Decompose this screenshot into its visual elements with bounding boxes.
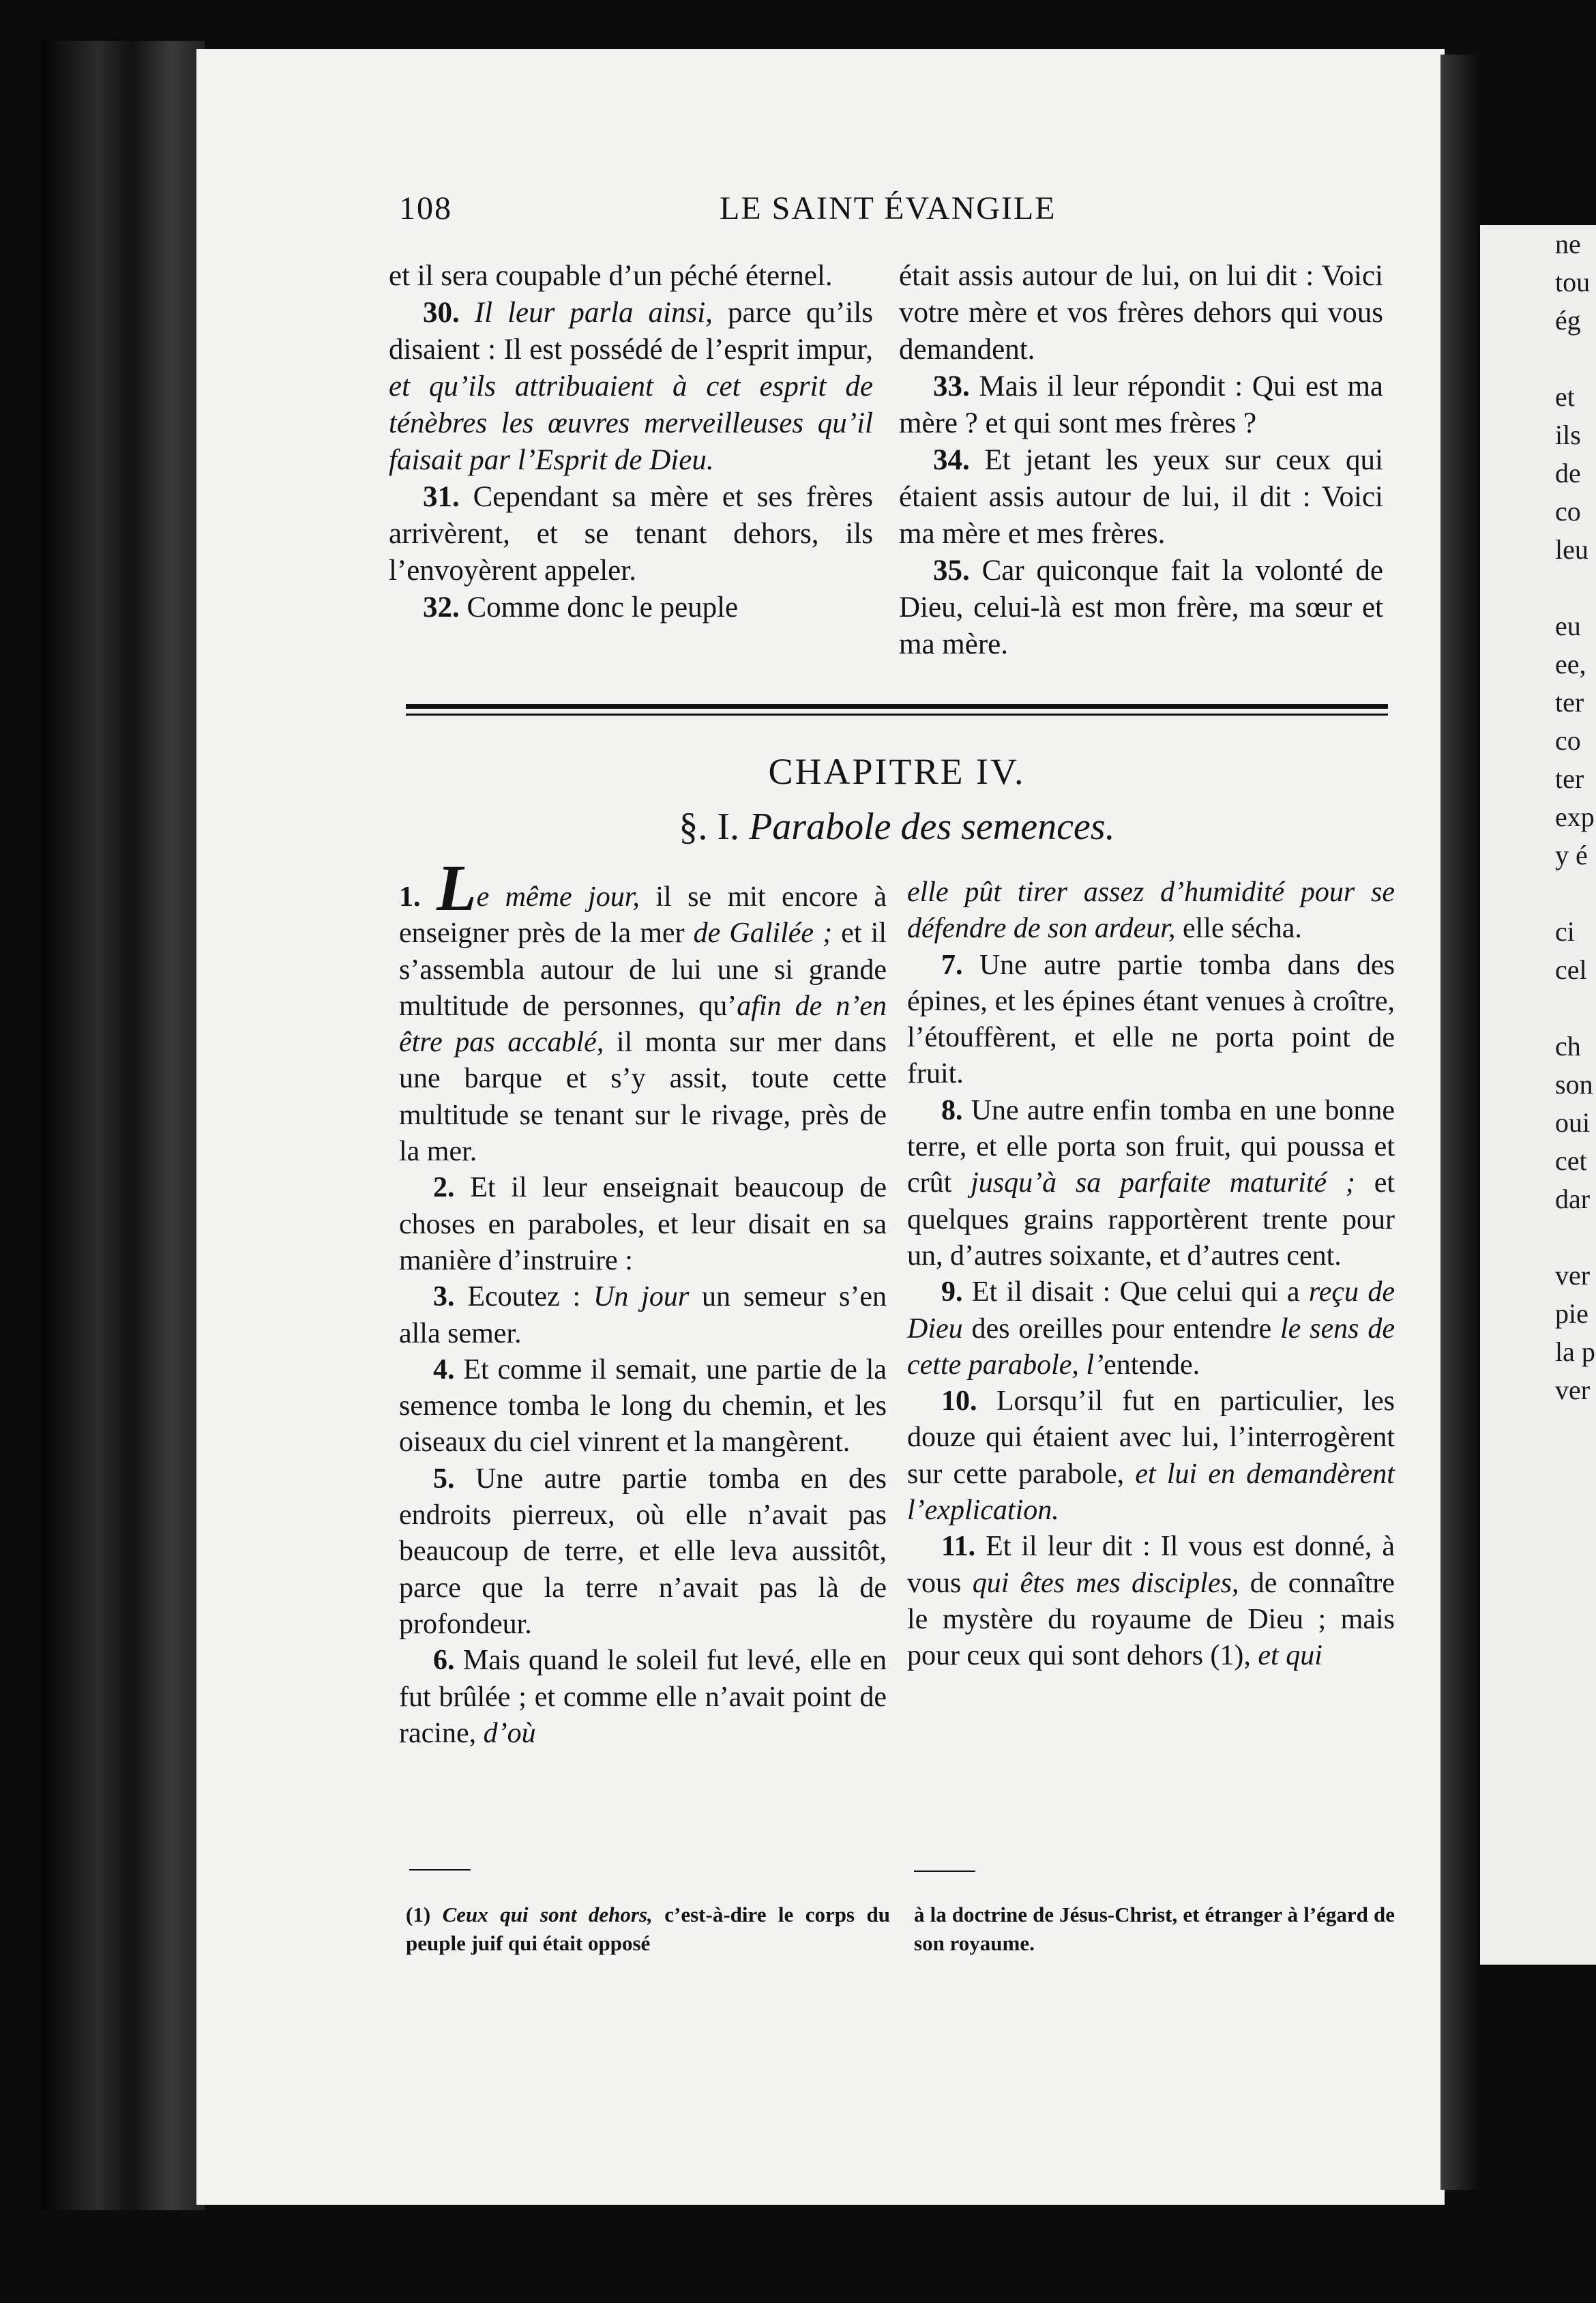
next-page-line: cel — [1555, 954, 1587, 985]
drop-cap: L — [436, 851, 477, 924]
verse-31: 31. Cependant sa mère et ses frères arrivèrent, et se tenant dehors, ils l’envoyèrent appeler. — [389, 481, 873, 587]
next-page-line: ver — [1555, 1260, 1591, 1291]
section-heading — [406, 805, 1388, 849]
next-page-line: y é — [1555, 840, 1588, 870]
next-page-line — [1480, 340, 1596, 378]
section-title: Parabole des semences. — [749, 806, 1115, 848]
chapter4-left-column — [399, 851, 887, 1752]
book-spine-shadow — [41, 41, 205, 2210]
next-page-line — [1480, 569, 1596, 607]
verse-35: 35. Car quiconque fait la volonté de Dieu, celui-là est mon frère, ma sœur et ma mère. — [899, 555, 1383, 660]
section-number: §. I. — [679, 806, 740, 848]
verse-4-5: 5. Une autre partie tomba en des endroits pierreux, où elle n’avait pas beaucoup de terre, et elle leva aussitôt, parce que la terre n’avait pas là de profondeur. — [399, 1463, 887, 1640]
chapter-heading: CHAPITRE IV. — [768, 751, 1026, 792]
next-page-line — [1480, 875, 1596, 913]
next-page-line: eu — [1555, 611, 1581, 641]
next-page-line: ter — [1555, 763, 1584, 794]
chapter-rule-thin — [406, 714, 1388, 716]
verse-32-end: était assis autour de lui, on lui dit : Voici votre mère et vos frères dehors qui vous demandent. — [899, 260, 1383, 366]
next-page-line: ver — [1555, 1375, 1591, 1405]
verse-4-8: 8. Une autre enfin tomba en une bonne terre, et elle porta son fruit, qui poussa et crût jusqu’à sa parfaite maturité ; et quelques grains rapportèrent trente pour un, d’autres soixante, et d’autres cent. — [907, 1094, 1395, 1272]
next-page-line: co — [1555, 496, 1581, 527]
verse-4-6-end: elle pût tirer assez d’humidité pour se défendre de son ardeur, elle sécha. — [907, 877, 1395, 945]
verse-4-3: 3. Ecoutez : Un jour un semeur s’en alla semer. — [399, 1281, 887, 1349]
footnote-rule-left — [409, 1869, 471, 1871]
next-page-line: dar — [1555, 1184, 1591, 1214]
page-title: LE SAINT ÉVANGILE — [720, 190, 1056, 226]
verse-4-11: 11. Et il leur dit : Il vous est donné, à vous qui êtes mes disciples, de connaître le mystère du royaume de Dieu ; mais pour ceux qui sont dehors (1), et qui — [907, 1531, 1395, 1672]
next-page-line: ils — [1555, 420, 1581, 450]
next-page-fragment — [1480, 225, 1596, 1965]
next-page-line: tou — [1555, 267, 1591, 297]
page-gutter — [1440, 55, 1480, 2190]
next-page-line: la p — [1555, 1336, 1595, 1367]
next-page-line — [1480, 989, 1596, 1027]
verse-4-6: 6. Mais quand le soleil fut levé, elle en fut brûlée ; et comme elle n’avait point de racine, d’où — [399, 1645, 887, 1749]
next-page-line: ee, — [1555, 649, 1586, 679]
next-page-line: de — [1555, 458, 1581, 488]
verse-34: 34. Et jetant les yeux sur ceux qui étaient assis autour de lui, il dit : Voici ma mère et mes frères. — [899, 444, 1383, 550]
next-page-line: leu — [1555, 534, 1588, 565]
page-number: 108 — [399, 190, 452, 226]
chapter-rule-thick — [406, 704, 1388, 709]
verse-30: 30. Il leur parla ainsi, parce qu’ils disaient : Il est possédé de l’esprit impur, et qu’ils attribuaient à cet esprit de ténèbres les œuvres merveilleuses qu’il faisait par l’Esprit de Dieu. — [389, 297, 874, 476]
footnote-right: à la doctrine de Jésus-Christ, et étranger à l’égard de son royaume. — [914, 1903, 1395, 1955]
chapter3-left-column — [389, 258, 873, 626]
next-page-line: pie — [1555, 1298, 1588, 1329]
next-page-line — [1480, 1218, 1596, 1257]
next-page-line: son — [1555, 1069, 1593, 1100]
verse-4-7: 7. Une autre partie tomba dans des épines, et les épines étant venues à croître, l’étouffèrent, et elle ne porta point de fruit. — [907, 949, 1395, 1090]
next-page-line: exp — [1555, 802, 1595, 832]
next-page-line: ci — [1555, 916, 1575, 947]
verse-32: 32. Comme donc le peuple — [423, 591, 739, 624]
next-page-line: ch — [1555, 1031, 1581, 1061]
footnote-left: (1) Ceux qui sont dehors, c’est-à-dire le corps du peuple juif qui était opposé — [406, 1903, 890, 1955]
next-page-line: ég — [1555, 305, 1581, 336]
chapter3-right-column — [899, 258, 1383, 663]
next-page-line: cet — [1555, 1145, 1587, 1176]
chapter4-right-column — [907, 875, 1395, 1675]
verse-4-10: 10. Lorsqu’il fut en particulier, les douze qui étaient avec lui, l’interrogèrent sur cette parabole, et lui en demandèrent l’explication. — [907, 1385, 1395, 1527]
footnote-rule-right — [914, 1871, 975, 1872]
verse-33: 33. Mais il leur répondit : Qui est ma mère ? et qui sont mes frères ? — [899, 370, 1383, 439]
verse-4-4: 4. Et comme il semait, une partie de la semence tomba le long du chemin, et les oiseaux du ciel vinrent et la mangèrent. — [399, 1353, 887, 1458]
verse-4-9: 9. Et il disait : Que celui qui a reçu de Dieu des oreilles pour entendre le sens de cette parabole, l’entende. — [907, 1276, 1395, 1381]
verse-4-2: 2. Et il leur enseignait beaucoup de choses en paraboles, et leur disait en sa manière d’instruire : — [399, 1172, 887, 1276]
running-head — [399, 190, 1381, 231]
next-page-line: et — [1555, 381, 1575, 412]
next-page-line: oui — [1555, 1107, 1591, 1138]
verse-29-end: et il sera coupable d’un péché éternel. — [389, 260, 833, 292]
next-page-line: ne — [1555, 229, 1581, 259]
next-page-line: ter — [1555, 687, 1584, 718]
verse-4-1: 1. Le même jour, il se mit encore à enseigner près de la mer de Galilée ; et il s’assembla autour de lui une si grande multitude de personnes, qu’afin de n’en être pas accablé, il monta sur mer dans une barque et s’y assit, toute cette multitude se tenant sur le rivage, près de la mer. — [399, 851, 887, 1168]
next-page-line: co — [1555, 725, 1581, 756]
